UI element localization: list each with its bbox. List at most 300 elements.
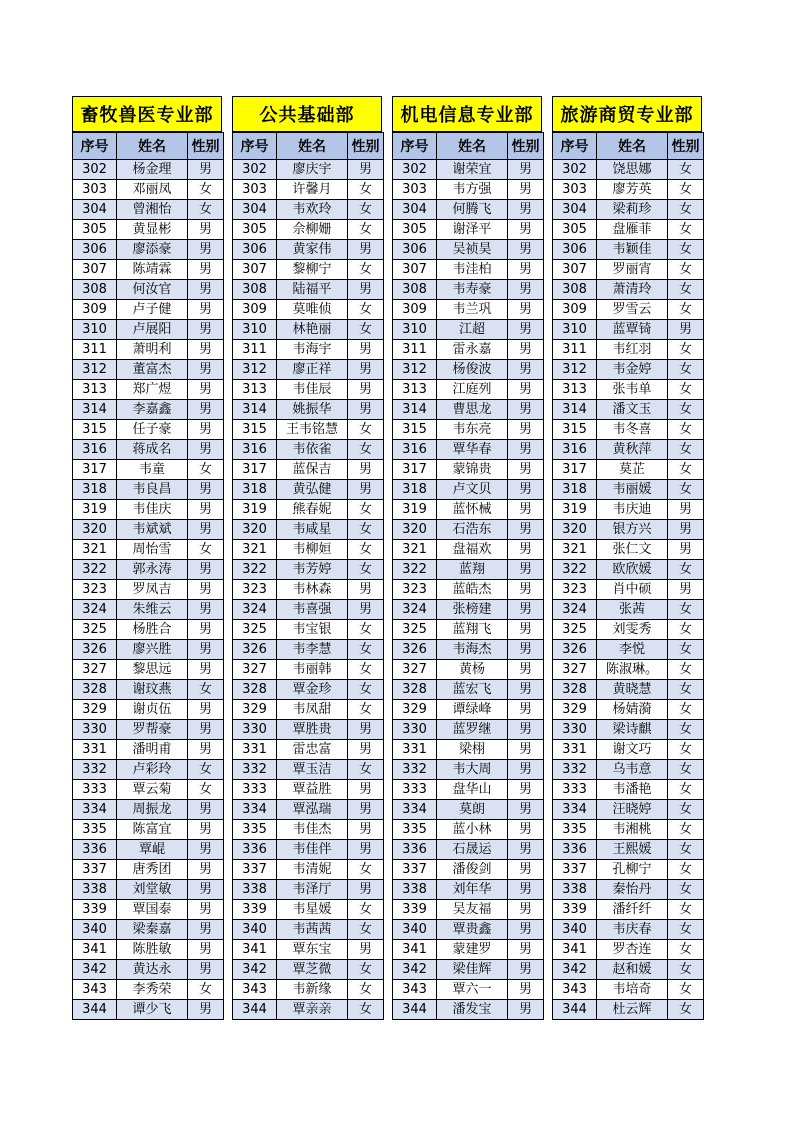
student-name: 谢贞伍 (117, 700, 188, 720)
department-public-basics (232, 96, 382, 1020)
row-number: 307 (73, 260, 117, 280)
student-gender: 男 (188, 720, 224, 740)
student-gender: 女 (188, 780, 224, 800)
student-name: 韦喜强 (277, 600, 348, 620)
student-name: 韦潘艳 (597, 780, 668, 800)
student-gender: 男 (508, 320, 544, 340)
student-gender: 女 (348, 640, 384, 660)
row-number: 335 (553, 820, 597, 840)
table-row (73, 820, 224, 840)
student-name: 梁莉珍 (597, 200, 668, 220)
row-number: 320 (553, 520, 597, 540)
student-name: 陈靖霖 (117, 260, 188, 280)
row-number: 328 (233, 680, 277, 700)
table-row (553, 900, 704, 920)
student-gender: 男 (348, 720, 384, 740)
student-gender: 男 (188, 920, 224, 940)
table-row (73, 740, 224, 760)
row-number: 310 (233, 320, 277, 340)
row-number: 314 (233, 400, 277, 420)
table-row (233, 840, 384, 860)
student-name: 覃华春 (437, 440, 508, 460)
row-number: 325 (393, 620, 437, 640)
student-name: 廖芳英 (597, 180, 668, 200)
row-number: 326 (233, 640, 277, 660)
table-row (553, 440, 704, 460)
student-gender: 男 (668, 580, 704, 600)
row-number: 329 (553, 700, 597, 720)
student-name: 王熙媛 (597, 840, 668, 860)
table-row (73, 480, 224, 500)
student-gender: 男 (508, 520, 544, 540)
table-row (553, 780, 704, 800)
row-number: 311 (233, 340, 277, 360)
student-gender: 男 (188, 1000, 224, 1020)
student-gender: 女 (348, 440, 384, 460)
roster-table (72, 132, 224, 1020)
row-number: 338 (233, 880, 277, 900)
table-row (393, 520, 544, 540)
row-number: 311 (73, 340, 117, 360)
student-name: 张榜建 (437, 600, 508, 620)
row-number: 343 (553, 980, 597, 1000)
student-gender: 女 (668, 940, 704, 960)
student-gender: 男 (188, 420, 224, 440)
table-row (393, 700, 544, 720)
student-name: 杨婧漪 (597, 700, 668, 720)
student-gender: 男 (508, 280, 544, 300)
student-gender: 男 (508, 460, 544, 480)
table-row (553, 360, 704, 380)
student-gender: 男 (348, 400, 384, 420)
student-gender: 男 (508, 880, 544, 900)
student-name: 韦咸星 (277, 520, 348, 540)
table-row (73, 320, 224, 340)
student-name: 覃东宝 (277, 940, 348, 960)
student-gender: 男 (668, 320, 704, 340)
column-header-name: 姓名 (117, 133, 188, 160)
table-row (73, 920, 224, 940)
table-row (553, 540, 704, 560)
student-gender: 男 (188, 820, 224, 840)
student-gender: 女 (668, 740, 704, 760)
table-row (73, 460, 224, 480)
row-number: 337 (73, 860, 117, 880)
table-row (393, 400, 544, 420)
table-row (393, 360, 544, 380)
table-row (233, 760, 384, 780)
student-gender: 女 (348, 200, 384, 220)
table-row (393, 760, 544, 780)
row-number: 306 (73, 240, 117, 260)
student-name: 雷永嘉 (437, 340, 508, 360)
student-name: 韦欢玲 (277, 200, 348, 220)
student-gender: 女 (348, 420, 384, 440)
column-header-no: 序号 (393, 133, 437, 160)
student-gender: 男 (348, 740, 384, 760)
row-number: 302 (393, 160, 437, 180)
student-gender: 女 (668, 920, 704, 940)
student-name: 朱维云 (117, 600, 188, 620)
student-name: 黄晓慧 (597, 680, 668, 700)
student-name: 罗丽宵 (597, 260, 668, 280)
student-name: 卢子健 (117, 300, 188, 320)
student-name: 孔柳宁 (597, 860, 668, 880)
student-name: 潘文玉 (597, 400, 668, 420)
table-row (73, 880, 224, 900)
student-gender: 男 (188, 320, 224, 340)
student-gender: 女 (348, 860, 384, 880)
student-gender: 女 (668, 180, 704, 200)
student-gender: 男 (188, 340, 224, 360)
student-gender: 男 (508, 820, 544, 840)
department-title: 机电信息专业部 (392, 96, 542, 132)
student-name: 张仁文 (597, 540, 668, 560)
student-gender: 女 (668, 960, 704, 980)
row-number: 322 (73, 560, 117, 580)
row-number: 316 (73, 440, 117, 460)
row-number: 336 (233, 840, 277, 860)
table-row (73, 380, 224, 400)
student-gender: 男 (188, 520, 224, 540)
row-number: 307 (393, 260, 437, 280)
table-row (233, 580, 384, 600)
student-gender: 男 (508, 380, 544, 400)
column-header-name: 姓名 (277, 133, 348, 160)
student-gender: 男 (668, 500, 704, 520)
table-row (233, 960, 384, 980)
student-name: 周振龙 (117, 800, 188, 820)
student-name: 杨俊波 (437, 360, 508, 380)
row-number: 317 (393, 460, 437, 480)
column-header-no: 序号 (553, 133, 597, 160)
row-number: 311 (393, 340, 437, 360)
row-number: 311 (553, 340, 597, 360)
column-header-gender: 性别 (668, 133, 704, 160)
row-number: 309 (553, 300, 597, 320)
student-name: 蓝翔飞 (437, 620, 508, 640)
student-name: 韦童 (117, 460, 188, 480)
student-gender: 女 (668, 260, 704, 280)
student-name: 梁栩 (437, 740, 508, 760)
student-gender: 男 (508, 760, 544, 780)
table-row (73, 200, 224, 220)
table-row (393, 540, 544, 560)
student-name: 陈富宜 (117, 820, 188, 840)
row-number: 315 (233, 420, 277, 440)
row-number: 304 (393, 200, 437, 220)
table-row (233, 640, 384, 660)
student-gender: 男 (508, 440, 544, 460)
row-number: 342 (233, 960, 277, 980)
student-name: 杨胜合 (117, 620, 188, 640)
table-row (73, 220, 224, 240)
table-row (553, 240, 704, 260)
student-name: 韦洼柏 (437, 260, 508, 280)
student-name: 欧欣媛 (597, 560, 668, 580)
row-number: 313 (393, 380, 437, 400)
department-title: 旅游商贸专业部 (552, 96, 702, 132)
student-name: 蒙锦贵 (437, 460, 508, 480)
table-row (393, 500, 544, 520)
student-name: 李秀荣 (117, 980, 188, 1000)
student-name: 韦寿豪 (437, 280, 508, 300)
table-row (73, 1000, 224, 1020)
table-row (73, 240, 224, 260)
student-name: 梁佳辉 (437, 960, 508, 980)
student-name: 韦芳婷 (277, 560, 348, 580)
row-number: 327 (73, 660, 117, 680)
table-row (553, 920, 704, 940)
table-row (233, 520, 384, 540)
student-name: 韦佳杰 (277, 820, 348, 840)
table-row (233, 340, 384, 360)
table-row (73, 420, 224, 440)
row-number: 310 (393, 320, 437, 340)
student-gender: 女 (188, 760, 224, 780)
student-name: 覃泓瑞 (277, 800, 348, 820)
student-gender: 男 (188, 240, 224, 260)
table-row (393, 420, 544, 440)
student-gender: 男 (508, 800, 544, 820)
student-name: 王韦铭慧 (277, 420, 348, 440)
student-name: 黎思远 (117, 660, 188, 680)
table-row (393, 920, 544, 940)
student-gender: 女 (348, 660, 384, 680)
student-name: 郑广煜 (117, 380, 188, 400)
student-name: 杨金理 (117, 160, 188, 180)
row-number: 329 (73, 700, 117, 720)
table-row (233, 560, 384, 580)
row-number: 327 (393, 660, 437, 680)
student-gender: 男 (508, 300, 544, 320)
table-row (393, 820, 544, 840)
student-name: 韦方强 (437, 180, 508, 200)
row-number: 335 (233, 820, 277, 840)
row-number: 312 (73, 360, 117, 380)
student-name: 熊春妮 (277, 500, 348, 520)
student-gender: 男 (508, 220, 544, 240)
student-gender: 男 (188, 360, 224, 380)
table-row (233, 240, 384, 260)
table-row (233, 480, 384, 500)
row-number: 343 (233, 980, 277, 1000)
student-name: 韦星媛 (277, 900, 348, 920)
row-number: 338 (393, 880, 437, 900)
table-row (393, 640, 544, 660)
table-row (393, 240, 544, 260)
student-name: 覃贵鑫 (437, 920, 508, 940)
student-name: 江庭列 (437, 380, 508, 400)
student-gender: 女 (348, 560, 384, 580)
table-row (73, 760, 224, 780)
table-row (393, 620, 544, 640)
row-number: 306 (233, 240, 277, 260)
table-row (73, 260, 224, 280)
student-name: 蓝翔 (437, 560, 508, 580)
student-name: 郭永涛 (117, 560, 188, 580)
student-name: 韦湘桃 (597, 820, 668, 840)
row-number: 322 (233, 560, 277, 580)
roster-table (552, 132, 704, 1020)
student-name: 韦佳辰 (277, 380, 348, 400)
roster-table (232, 132, 384, 1020)
student-gender: 男 (188, 740, 224, 760)
student-name: 蓝罗继 (437, 720, 508, 740)
table-row (553, 320, 704, 340)
table-row (393, 840, 544, 860)
student-gender: 男 (188, 500, 224, 520)
row-number: 319 (393, 500, 437, 520)
student-gender: 女 (188, 460, 224, 480)
row-number: 324 (553, 600, 597, 620)
column-header-gender: 性别 (348, 133, 384, 160)
row-number: 328 (553, 680, 597, 700)
student-name: 韦依雀 (277, 440, 348, 460)
row-number: 321 (553, 540, 597, 560)
student-gender: 男 (668, 540, 704, 560)
student-name: 潘明甫 (117, 740, 188, 760)
student-gender: 男 (508, 240, 544, 260)
row-number: 305 (233, 220, 277, 240)
student-gender: 女 (668, 760, 704, 780)
row-number: 308 (553, 280, 597, 300)
student-name: 覃六一 (437, 980, 508, 1000)
row-number: 341 (553, 940, 597, 960)
table-row (233, 260, 384, 280)
table-row (73, 540, 224, 560)
table-row (73, 400, 224, 420)
row-number: 321 (73, 540, 117, 560)
table-row (233, 720, 384, 740)
student-gender: 男 (348, 600, 384, 620)
student-gender: 男 (508, 400, 544, 420)
student-gender: 女 (188, 540, 224, 560)
student-name: 曾湘怡 (117, 200, 188, 220)
table-row (553, 180, 704, 200)
row-number: 340 (233, 920, 277, 940)
student-gender: 女 (348, 500, 384, 520)
student-name: 梁秦嘉 (117, 920, 188, 940)
table-row (553, 160, 704, 180)
table-row (393, 1000, 544, 1020)
student-gender: 男 (508, 860, 544, 880)
table-row (393, 860, 544, 880)
row-number: 329 (393, 700, 437, 720)
student-name: 覃金珍 (277, 680, 348, 700)
student-gender: 女 (668, 720, 704, 740)
table-row (393, 260, 544, 280)
table-row (553, 500, 704, 520)
row-number: 332 (553, 760, 597, 780)
student-name: 覃玉洁 (277, 760, 348, 780)
student-gender: 男 (348, 360, 384, 380)
row-number: 327 (553, 660, 597, 680)
student-name: 廖庆宇 (277, 160, 348, 180)
row-number: 314 (553, 400, 597, 420)
student-name: 黄显彬 (117, 220, 188, 240)
student-gender: 男 (508, 840, 544, 860)
student-name: 卢展阳 (117, 320, 188, 340)
student-name: 韦林森 (277, 580, 348, 600)
row-number: 324 (73, 600, 117, 620)
student-name: 谭少飞 (117, 1000, 188, 1020)
table-row (393, 180, 544, 200)
student-gender: 男 (508, 740, 544, 760)
row-number: 338 (73, 880, 117, 900)
row-number: 326 (553, 640, 597, 660)
student-name: 乌韦意 (597, 760, 668, 780)
student-gender: 女 (668, 280, 704, 300)
table-row (393, 380, 544, 400)
student-gender: 女 (668, 440, 704, 460)
student-name: 吴祯昊 (437, 240, 508, 260)
header-row (233, 133, 384, 160)
student-name: 杜云辉 (597, 1000, 668, 1020)
student-name: 江超 (437, 320, 508, 340)
student-gender: 男 (348, 820, 384, 840)
table-row (233, 420, 384, 440)
student-gender: 男 (508, 620, 544, 640)
table-row (233, 740, 384, 760)
student-gender: 男 (508, 260, 544, 280)
row-number: 320 (233, 520, 277, 540)
student-gender: 男 (668, 520, 704, 540)
table-row (553, 400, 704, 420)
table-row (73, 180, 224, 200)
student-gender: 男 (348, 880, 384, 900)
row-number: 328 (393, 680, 437, 700)
student-gender: 女 (348, 220, 384, 240)
table-row (553, 280, 704, 300)
row-number: 341 (233, 940, 277, 960)
student-name: 张茜 (597, 600, 668, 620)
student-name: 韦丽媛 (597, 480, 668, 500)
student-name: 盘福欢 (437, 540, 508, 560)
table-row (393, 680, 544, 700)
row-number: 309 (233, 300, 277, 320)
student-name: 蓝小林 (437, 820, 508, 840)
row-number: 305 (553, 220, 597, 240)
student-gender: 男 (188, 900, 224, 920)
table-row (233, 220, 384, 240)
table-row (393, 280, 544, 300)
student-name: 蒙建罗 (437, 940, 508, 960)
row-number: 302 (233, 160, 277, 180)
student-gender: 女 (668, 380, 704, 400)
table-row (73, 800, 224, 820)
table-row (233, 700, 384, 720)
table-row (393, 900, 544, 920)
student-name: 韦培奇 (597, 980, 668, 1000)
table-row (393, 940, 544, 960)
header-row (73, 133, 224, 160)
student-name: 莫唯侦 (277, 300, 348, 320)
row-number: 337 (233, 860, 277, 880)
row-number: 332 (393, 760, 437, 780)
student-gender: 女 (348, 960, 384, 980)
table-row (73, 900, 224, 920)
student-gender: 男 (508, 900, 544, 920)
row-number: 337 (553, 860, 597, 880)
table-row (553, 680, 704, 700)
table-row (553, 600, 704, 620)
row-number: 325 (233, 620, 277, 640)
table-row (233, 780, 384, 800)
student-gender: 男 (508, 340, 544, 360)
column-header-gender: 性别 (508, 133, 544, 160)
row-number: 319 (553, 500, 597, 520)
